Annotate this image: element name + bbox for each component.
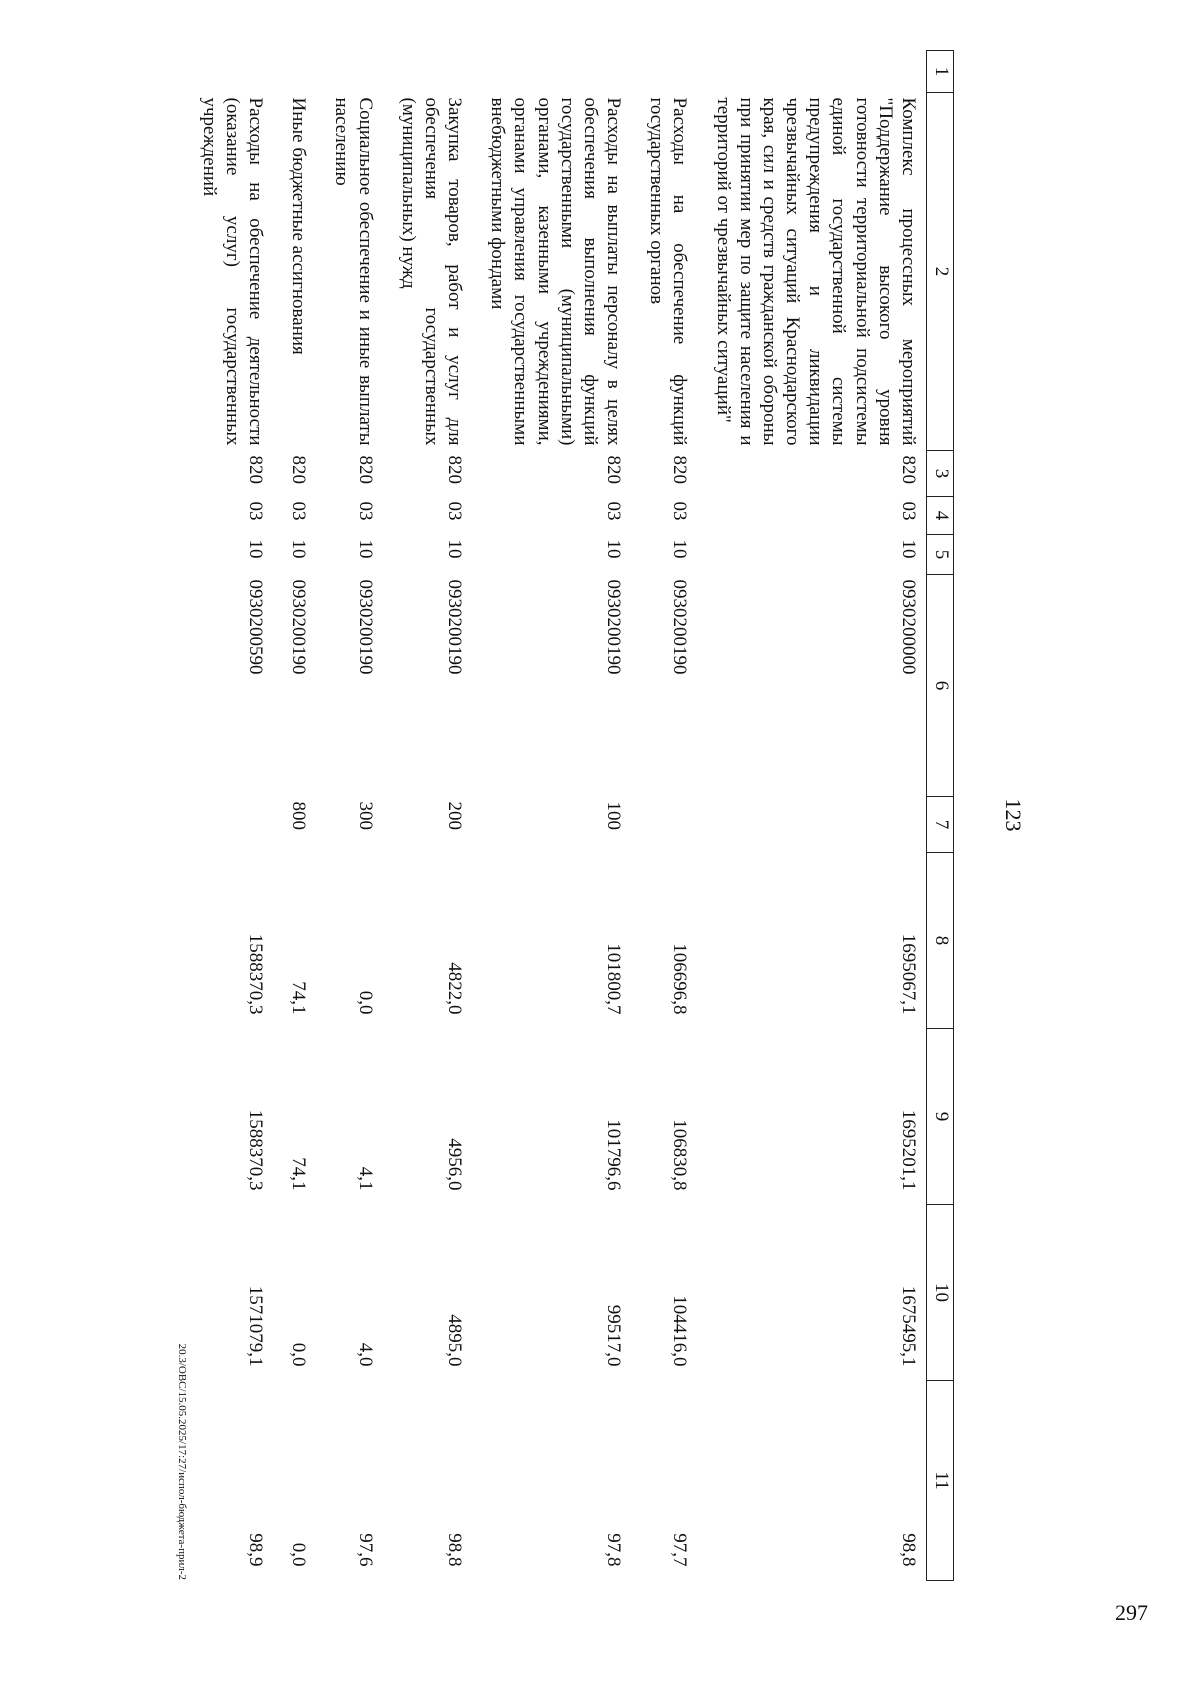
table-cell-c2: Комплекс процессных мероприятий "Поддержание высокого уровня готовности территориальной подсистемы единой государственной системы предупреждения и ликвидации чрезвычайных ситуаций Краснодарского края, сил и средств гражданской обороны при принятии мер по защите населения и территорий от чрезвычайных ситуаций" (712, 97, 919, 446)
header-row (927, 51, 954, 1581)
table-cell-c8: 1695067,1 (898, 933, 919, 1015)
table-cell-c7: 200 (444, 801, 466, 830)
table-cell-c6: 0930200190 (288, 579, 310, 675)
table-cell-c10: 4895,0 (444, 1314, 466, 1367)
table-cell-c5: 10 (288, 539, 310, 559)
table-cell-c6: 0930200190 (603, 579, 625, 675)
table-cell-c9: 4956,0 (444, 1138, 466, 1191)
col-header: 4 (927, 497, 954, 535)
table-cell-c4: 03 (354, 501, 376, 521)
table-cell-c5: 10 (669, 539, 691, 559)
table-cell-c9: 101796,6 (603, 1119, 625, 1191)
table-cell-c10: 104416,0 (669, 1295, 691, 1367)
col-header: 5 (927, 535, 954, 575)
table-cell-c4: 03 (288, 501, 310, 521)
footer-code: 20.3/ОВС/15.05.2025/17:27/испол-бюджета-прил-2 (176, 1343, 188, 1580)
table-cell-c5: 10 (354, 539, 376, 559)
table-cell-c10: 1571079,1 (245, 1285, 267, 1367)
col-header: 6 (927, 575, 954, 797)
table-cell-c9: 4,1 (354, 1166, 376, 1191)
table-cell-c7 (631, 797, 697, 853)
table-cell-c4: 03 (245, 501, 267, 521)
table-cell-c4: 03 (669, 501, 691, 521)
table-cell-c1 (472, 51, 631, 93)
table-cell-c3: 820 (444, 455, 466, 484)
col-header: 1 (927, 51, 954, 93)
col-header: 10 (927, 1205, 954, 1381)
table-cell-c8: 1588370,3 (245, 933, 267, 1015)
col-header: 7 (927, 797, 954, 853)
table-cell-c7: 100 (603, 801, 625, 830)
table-cell-c4: 03 (444, 501, 466, 521)
table-cell-c1 (631, 51, 697, 93)
table-cell-c1 (383, 51, 473, 93)
table-cell-c5: 10 (245, 539, 267, 559)
table-cell-c11: 98,8 (444, 1533, 466, 1567)
table-cell-c3: 820 (603, 455, 625, 484)
table-cell-c2: Закупка товаров, работ и услуг для обеспечения государственных (муниципальных) нужд (397, 97, 466, 446)
table-cell-c3: 820 (898, 455, 919, 484)
table-cell-c2: Расходы на обеспечение деятельности (оказание услуг) государственных учреждений (198, 97, 267, 446)
table-cell-c8: 4822,0 (444, 962, 466, 1015)
table-cell-c10: 0,0 (288, 1342, 310, 1367)
col-header: 11 (927, 1381, 954, 1581)
table-cell-c9: 74,1 (288, 1157, 310, 1191)
page-number-top: 123 (1001, 798, 1026, 832)
table-cell-c11: 97,7 (669, 1533, 691, 1567)
table-cell-c6: 0930200190 (669, 579, 691, 675)
table-cell-c11: 97,6 (354, 1533, 376, 1567)
table-cell-c4: 03 (603, 501, 625, 521)
table-cell-c3: 820 (245, 455, 267, 484)
table-cell-c1 (316, 51, 382, 93)
table-cell-c8: 101800,7 (603, 943, 625, 1015)
table-cell-c11: 98,8 (898, 1533, 919, 1567)
table-cell-c5: 10 (603, 539, 625, 559)
table-cell-c8: 106696,8 (669, 943, 691, 1015)
table-cell-c6: 0930200590 (245, 579, 267, 675)
table-row (472, 51, 631, 1581)
table-cell-c6: 0930200000 (898, 579, 919, 675)
table-cell-c1 (273, 51, 316, 93)
table-cell-c8: 74,1 (288, 981, 310, 1015)
rotated-page (176, 50, 1026, 1580)
table-cell-c1 (184, 51, 274, 93)
table-cell-c6: 0930200190 (444, 579, 466, 675)
table-row (383, 51, 473, 1581)
table-cell-c5: 10 (898, 539, 919, 559)
table-cell-c11: 98,9 (245, 1533, 267, 1567)
table-cell-c2: Иные бюджетные ассигнования (288, 97, 310, 355)
table-cell-c7: 800 (288, 801, 310, 830)
table-row (184, 51, 274, 1581)
table-cell-c7: 300 (354, 801, 376, 830)
table-cell-c9: 106830,8 (669, 1119, 691, 1191)
table-cell-c9: 1588370,3 (245, 1109, 267, 1191)
table-cell-c3: 820 (669, 455, 691, 484)
table-row (316, 51, 382, 1581)
table-cell-c3: 820 (288, 455, 310, 484)
col-header: 3 (927, 451, 954, 497)
table-row (697, 51, 926, 1581)
table-cell-c5: 10 (444, 539, 466, 559)
table-cell-c7 (184, 797, 274, 853)
table-cell-c8: 0,0 (354, 990, 376, 1015)
table-cell-c7 (697, 797, 926, 853)
table-cell-c10: 99517,0 (603, 1304, 625, 1367)
table-cell-c4: 03 (898, 501, 919, 521)
table-cell-c2: Расходы на выплаты персоналу в целях обеспечения выполнения функций государственными (муниципальными) органами, казенными учреждениями, органами управления государственными внебюджетными фондами (487, 97, 625, 446)
table-cell-c10: 1675495,1 (898, 1285, 919, 1367)
table-cell-c6: 0930200190 (354, 579, 376, 675)
table-row (273, 51, 316, 1581)
table-cell-c1 (697, 51, 926, 93)
table-cell-c11: 97,8 (603, 1533, 625, 1567)
table-cell-c9: 1695201,1 (898, 1109, 919, 1191)
budget-table (184, 50, 954, 1581)
table-cell-c3: 820 (354, 455, 376, 484)
col-header: 9 (927, 1029, 954, 1205)
table-row (631, 51, 697, 1581)
table-cell-c11: 0,0 (288, 1542, 310, 1567)
page-number-bottom: 297 (1115, 1600, 1148, 1625)
table-cell-c2: Социальное обеспечение и иные выплаты населению (331, 97, 376, 446)
col-header: 2 (927, 93, 954, 451)
table-cell-c10: 4,0 (354, 1342, 376, 1367)
table-cell-c2: Расходы на обеспечение функций государственных органов (646, 97, 691, 446)
col-header: 8 (927, 853, 954, 1029)
